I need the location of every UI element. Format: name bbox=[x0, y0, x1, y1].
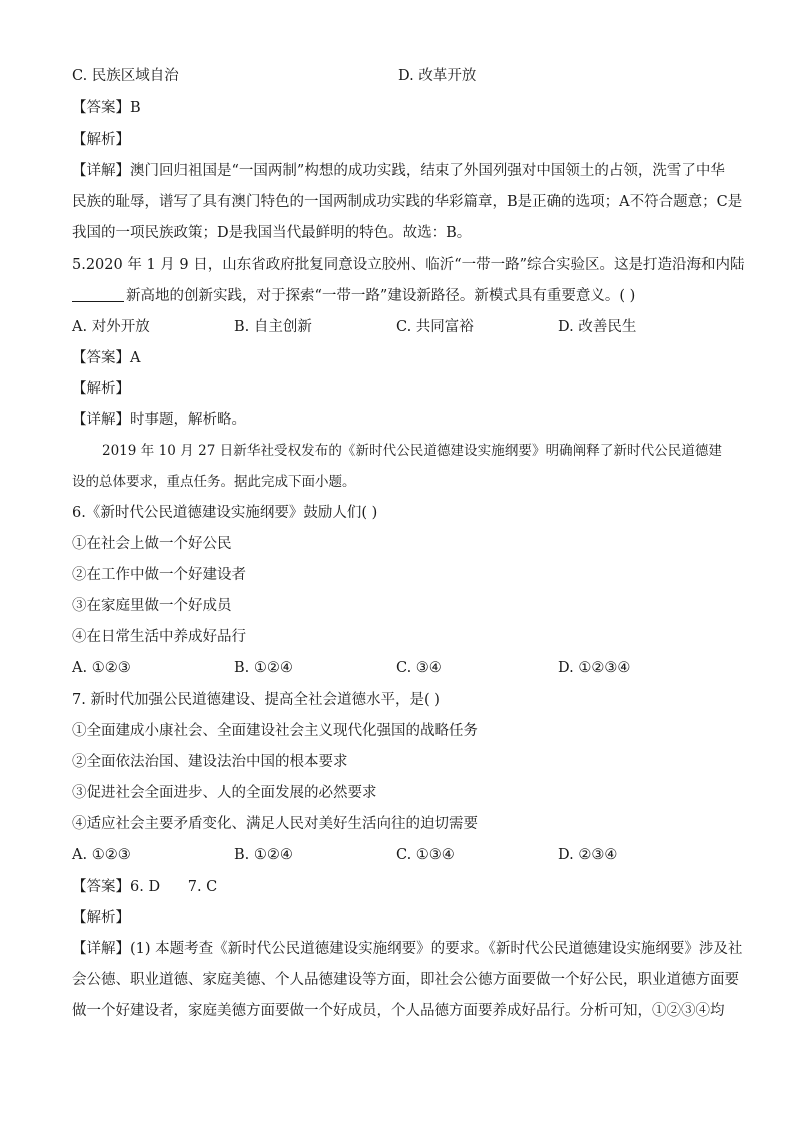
q7-item-3: ③促进社会全面进步、人的全面发展的必然要求 bbox=[72, 785, 377, 801]
q4-detail-line-2: 民族的耻辱，谱写了具有澳门特色的一国两制成功实践的华彩篇章，B是正确的选项；A不符合题意；C是 bbox=[72, 194, 743, 210]
q7-item-1: ①全面建成小康社会、全面建设社会主义现代化强国的战略任务 bbox=[72, 723, 478, 739]
answer-label: 【答案】 bbox=[72, 350, 130, 366]
answer-label: 【答案】 bbox=[72, 879, 130, 895]
answer-value: 6. D 7. C bbox=[130, 879, 218, 895]
q5-analysis-label: 【解析】 bbox=[72, 381, 130, 397]
q6-option-d: D. ①②③④ bbox=[558, 660, 631, 676]
q6-stem: 6.《新时代公民道德建设实施纲要》鼓励人们( ) bbox=[72, 505, 378, 521]
q5-option-c: C. 共同富裕 bbox=[396, 319, 474, 335]
answer-value: B bbox=[130, 100, 141, 116]
detail-label: 【详解】 bbox=[72, 941, 130, 957]
q67-analysis-label: 【解析】 bbox=[72, 910, 130, 926]
material-line-2: 设的总体要求，重点任务。据此完成下面小题。 bbox=[72, 474, 356, 490]
q7-item-4: ④适应社会主要矛盾变化、满足人民对美好生活向往的迫切需要 bbox=[72, 816, 478, 832]
q6-option-c: C. ③④ bbox=[396, 660, 442, 676]
q67-detail-line-2: 会公德、职业道德、家庭美德、个人品德建设等方面，即社会公德方面要做一个好公民，职业道德方面要 bbox=[72, 972, 739, 988]
q6-item-1: ①在社会上做一个好公民 bbox=[72, 536, 232, 552]
q7-option-d: D. ②③④ bbox=[558, 847, 618, 863]
detail-label: 【详解】 bbox=[72, 163, 130, 179]
q6-item-3: ③在家庭里做一个好成员 bbox=[72, 598, 232, 614]
q7-option-c: C. ①③④ bbox=[396, 847, 455, 863]
q6-item-2: ②在工作中做一个好建设者 bbox=[72, 567, 246, 583]
q67-detail-line-1: 【详解】(1) 本题考查《新时代公民道德建设实施纲要》的要求。《新时代公民道德建设实施纲要》涉及社 bbox=[72, 941, 743, 957]
q6-item-4: ④在日常生活中养成好品行 bbox=[72, 629, 246, 645]
q5-answer bbox=[72, 348, 140, 368]
q4-option-d: D. 改革开放 bbox=[398, 68, 477, 84]
q4-answer bbox=[72, 98, 141, 118]
q5-option-b: B. 自主创新 bbox=[234, 319, 312, 335]
q7-item-2: ②全面依法治国、建设法治中国的根本要求 bbox=[72, 754, 348, 770]
detail-label: 【详解】 bbox=[72, 412, 130, 428]
q6-option-a: A. ①②③ bbox=[72, 660, 131, 676]
q5-option-a: A. 对外开放 bbox=[72, 319, 150, 335]
answer-value: A bbox=[130, 350, 141, 366]
answer-label: 【答案】 bbox=[72, 100, 130, 116]
q67-detail-line-3: 做一个好建设者，家庭美德方面要做一个好成员，个人品德方面要养成好品行。分析可知，①②③④均 bbox=[72, 1003, 725, 1019]
q5-option-d: D. 改善民生 bbox=[558, 319, 637, 335]
q67-answer bbox=[72, 877, 217, 897]
q4-detail-line-1: 【详解】澳门回归祖国是“一国两制”构想的成功实践，结束了外国列强对中国领土的占领，洗雪了中华 bbox=[72, 163, 725, 179]
q5-detail: 【详解】时事题，解析略。 bbox=[72, 412, 246, 428]
q4-option-c: C. 民族区域自治 bbox=[72, 68, 179, 84]
fill-blank bbox=[72, 287, 124, 302]
q4-analysis-label: 【解析】 bbox=[72, 132, 130, 148]
q7-option-a: A. ①②③ bbox=[72, 847, 131, 863]
q4-detail-line-3: 我国的一项民族政策；D是我国当代最鲜明的特色。故选：B。 bbox=[72, 225, 472, 241]
q5-stem-line-1: 5.2020 年 1 月 9 日，山东省政府批复同意设立胶州、临沂“一带一路”综合实验区。这是打造沿海和内陆 bbox=[72, 257, 745, 273]
q6-option-b: B. ①②④ bbox=[234, 660, 293, 676]
q7-option-b: B. ①②④ bbox=[234, 847, 293, 863]
material-line-1: 2019 年 10 月 27 日新华社受权发布的《新时代公民道德建设实施纲要》明确阐释了新时代公民道德建 bbox=[102, 443, 722, 459]
q5-stem-line-2: 新高地的创新实践，对于探索“一带一路”建设新路径。新模式具有重要意义。( ) bbox=[72, 286, 635, 306]
q7-stem: 7. 新时代加强公民道德建设、提高全社会道德水平，是( ) bbox=[72, 692, 440, 708]
